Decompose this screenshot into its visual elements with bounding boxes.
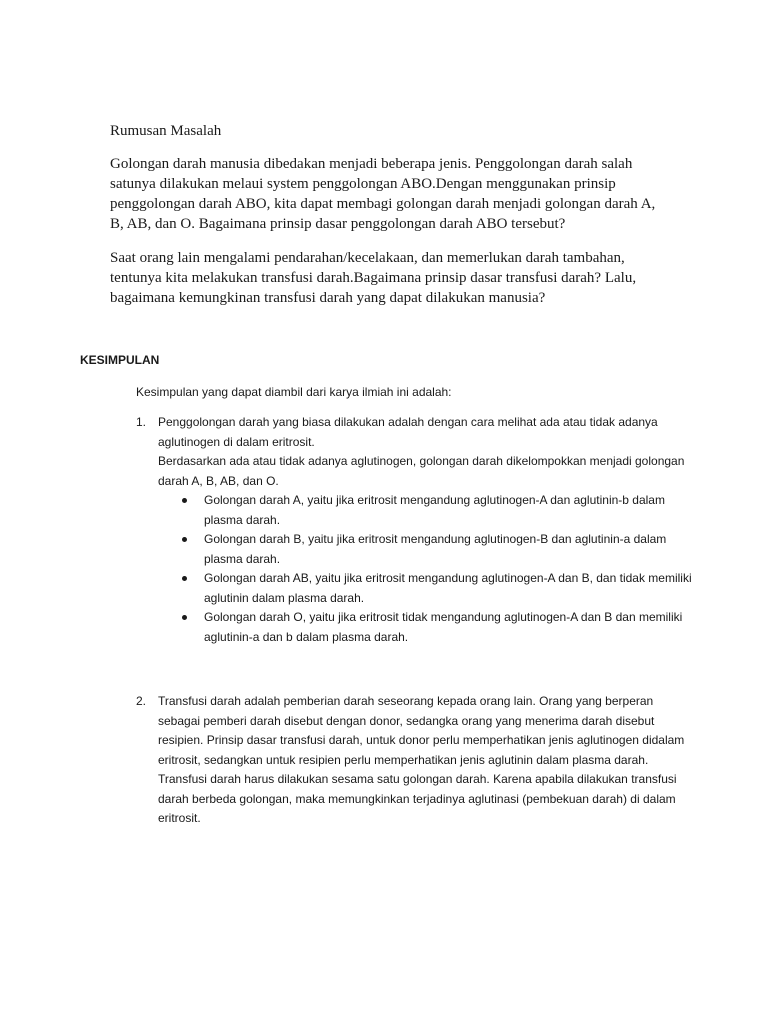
bullet-icon	[182, 537, 187, 542]
item-paragraph: Transfusi darah harus dilakukan sesama satu golongan darah. Karena apabila dilakukan transfusi darah berbeda golongan, maka memungkinkan terjadinya aglutinasi (pembekuan darah) di dalam eritrosit.	[158, 772, 677, 825]
item-number: 2.	[136, 694, 147, 708]
bullet-icon	[182, 498, 187, 503]
list-item	[158, 608, 696, 647]
section-heading-rumusan: Rumusan Masalah	[110, 123, 222, 139]
kesimpulan-intro: Kesimpulan yang dapat diambil dari karya ilmiah ini adalah:	[136, 385, 452, 399]
list-item-text: Golongan darah AB, yaitu jika eritrosit mengandung aglutinogen-A dan B, dan tidak memiliki aglutinin dalam plasma darah.	[204, 571, 692, 605]
bullet-icon	[182, 576, 187, 581]
list-item-text: Golongan darah O, yaitu jika eritrosit tidak mengandung aglutinogen-A dan B dan memiliki aglutinin-a dan b dalam plasma darah.	[204, 610, 683, 644]
list-item-text: Golongan darah A, yaitu jika eritrosit mengandung aglutinogen-A dan aglutinin-b dalam plasma darah.	[204, 493, 665, 527]
list-item-text: Golongan darah B, yaitu jika eritrosit mengandung aglutinogen-B dan aglutinin-a dalam plasma darah.	[204, 532, 667, 566]
list-item	[158, 491, 696, 530]
bullet-icon	[182, 615, 187, 620]
rumusan-paragraph: Golongan darah manusia dibedakan menjadi beberapa jenis. Penggolongan darah salah satunya dilakukan melaui system penggolongan ABO.Dengan menggunakan prinsip penggolongan darah ABO, kita dapat membagi golongan darah menjadi golongan darah A, B, AB, dan O. Bagaimana prinsip dasar penggolongan darah ABO tersebut?	[110, 156, 656, 232]
numbered-item	[136, 692, 696, 829]
section-heading-kesimpulan: KESIMPULAN	[80, 353, 160, 367]
rumusan-paragraph: Saat orang lain mengalami pendarahan/kecelakaan, dan memerlukan darah tambahan, tentunya kita melakukan transfusi darah.Bagaimana prinsip dasar transfusi darah? Lalu, bagaimana kemungkinan transfusi darah yang dapat dilakukan manusia?	[110, 250, 637, 306]
list-item	[158, 530, 696, 569]
item-paragraph: Penggolongan darah yang biasa dilakukan adalah dengan cara melihat ada atau tidak adanya aglutinogen di dalam eritrosit.	[158, 415, 658, 449]
item-paragraph: Berdasarkan ada atau tidak adanya aglutinogen, golongan darah dikelompokkan menjadi golongan darah A, B, AB, dan O.	[158, 454, 685, 488]
blood-type-list	[158, 491, 696, 647]
numbered-item	[136, 413, 696, 647]
item-paragraph: Transfusi darah adalah pemberian darah seseorang kepada orang lain. Orang yang berperan sebagai pemberi darah disebut dengan donor, sedangka orang yang menerima darah disebut resipien. Prinsip dasar transfusi darah, untuk donor perlu memperhatikan jenis aglutinogen didalam eritrosit, sedangkan untuk resipien perlu memperhatikan jenis aglutinin dalam plasma darah.	[158, 694, 685, 767]
list-item	[158, 569, 696, 608]
item-number: 1.	[136, 415, 147, 429]
